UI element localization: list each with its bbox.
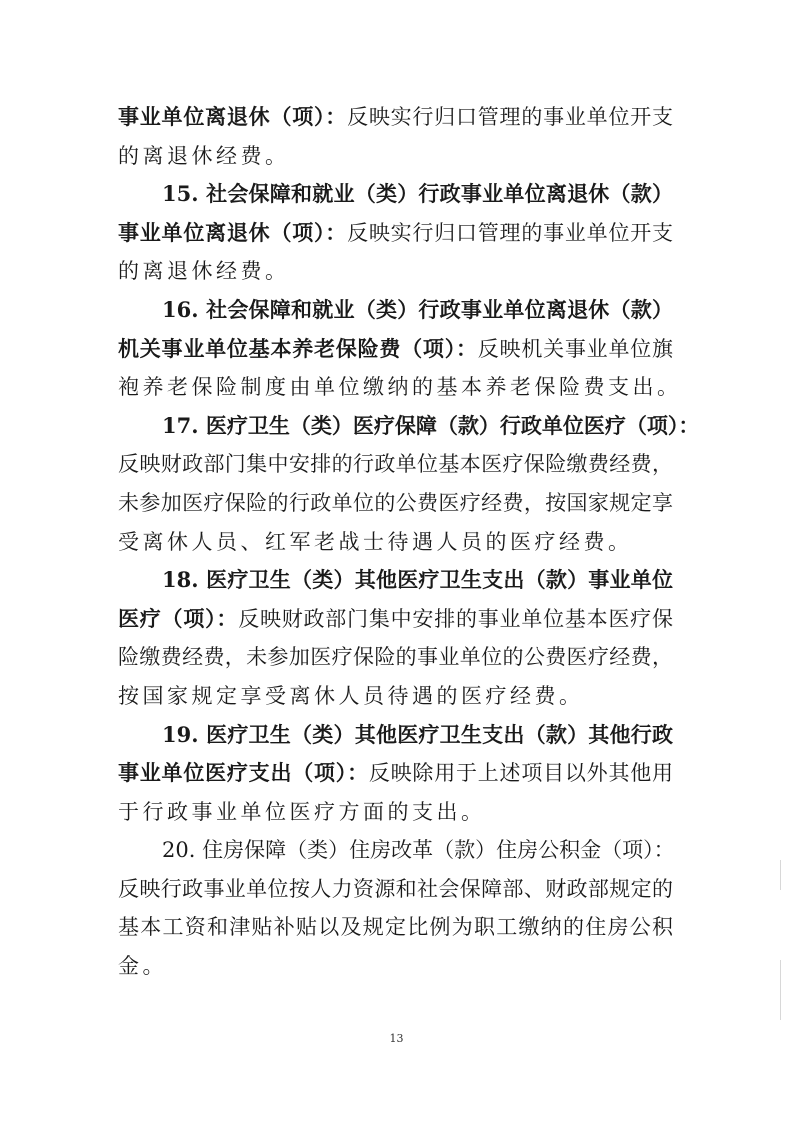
item-description: 反映实行归口管理的事业单位开支 xyxy=(347,105,674,129)
item-description: 反映除用于上述项目以外其他用 xyxy=(368,761,673,786)
text-line xyxy=(118,330,673,369)
item-description: 的离退休经费。 xyxy=(118,143,290,168)
scan-edge-mark xyxy=(780,860,781,890)
item-description: 反映财政部门集中安排的行政单位基本医疗保险缴费经费， xyxy=(118,452,673,477)
text-line xyxy=(118,754,673,793)
text-line xyxy=(118,175,673,214)
text-line xyxy=(118,677,673,716)
item-heading: 事业单位离退休（项）： xyxy=(118,104,348,129)
text-line xyxy=(118,368,682,407)
paragraph-p18 xyxy=(118,561,673,715)
item-heading: 事业单位医疗支出（项）： xyxy=(118,760,369,786)
item-description: 反映行政事业单位按人力资源和社会保障部、财政部规定的 xyxy=(118,876,673,901)
text-line xyxy=(118,638,673,677)
item-heading: 机关事业单位基本养老保险费（项）： xyxy=(118,335,478,361)
item-description: 未参加医疗保险的行政单位的公费医疗经费，按国家规定享 xyxy=(118,490,673,515)
paragraph-p20 xyxy=(118,831,673,985)
text-line xyxy=(118,947,673,986)
item-description: 反映机关事业单位旗 xyxy=(477,336,674,361)
paragraph-p16 xyxy=(118,291,682,407)
item-description: 受离休人员、红军老战士待遇人员的医疗经费。 xyxy=(118,529,633,554)
text-line xyxy=(118,561,673,600)
item-description: 金。 xyxy=(118,954,167,979)
item-description: 反映财政部门集中安排的事业单位基本医疗保 xyxy=(238,606,674,631)
text-line xyxy=(118,908,673,947)
text-line xyxy=(118,831,673,870)
item-heading: 15. 社会保障和就业（类）行政事业单位离退休（款） xyxy=(162,181,673,207)
item-heading: 医疗（项）： xyxy=(118,605,239,631)
text-line xyxy=(118,252,673,291)
item-heading: 事业单位离退休（项）： xyxy=(118,219,348,245)
item-heading: 17. 医疗卫生（类）医疗保障（款）行政单位医疗（项）： xyxy=(162,412,700,438)
page-number: 13 xyxy=(389,1032,404,1045)
paragraph-p14-cont xyxy=(118,98,673,175)
text-line xyxy=(118,523,673,562)
item-heading: 16. 社会保障和就业（类）行政事业单位离退休（款） xyxy=(162,296,673,322)
text-line xyxy=(118,291,673,330)
item-heading: 18. 医疗卫生（类）其他医疗卫生支出（款）事业单位 xyxy=(162,567,673,593)
item-description: 按国家规定享受离休人员待遇的医疗经费。 xyxy=(118,683,584,708)
text-line xyxy=(118,793,673,832)
text-line xyxy=(118,484,673,523)
text-line xyxy=(118,870,673,909)
paragraph-p19 xyxy=(118,716,673,832)
item-description: 险缴费经费，未参加医疗保险的事业单位的公费医疗经费， xyxy=(118,645,673,670)
item-description: 20. 住房保障（类）住房改革（款）住房公积金（项）： xyxy=(162,838,675,863)
item-description: 基本工资和津贴补贴以及规定比例为职工缴纳的住房公积 xyxy=(118,915,673,940)
text-line xyxy=(118,600,673,639)
text-line xyxy=(118,137,673,176)
paragraph-p15 xyxy=(118,175,673,291)
item-description: 袍养老保险制度由单位缴纳的基本养老保险费支出。 xyxy=(118,375,682,400)
document-body xyxy=(118,98,700,986)
text-line xyxy=(118,98,673,137)
item-description: 反映实行归口管理的事业单位开支 xyxy=(347,220,674,245)
item-description: 的离退休经费。 xyxy=(118,259,290,284)
paragraph-p17 xyxy=(118,407,700,561)
item-description: 于行政事业单位医疗方面的支出。 xyxy=(118,799,486,824)
scan-edge-mark xyxy=(780,960,781,1020)
text-line xyxy=(118,407,700,446)
item-heading: 19. 医疗卫生（类）其他医疗卫生支出（款）其他行政 xyxy=(162,721,673,747)
text-line xyxy=(118,445,673,484)
text-line xyxy=(118,214,673,253)
text-line xyxy=(118,716,673,755)
